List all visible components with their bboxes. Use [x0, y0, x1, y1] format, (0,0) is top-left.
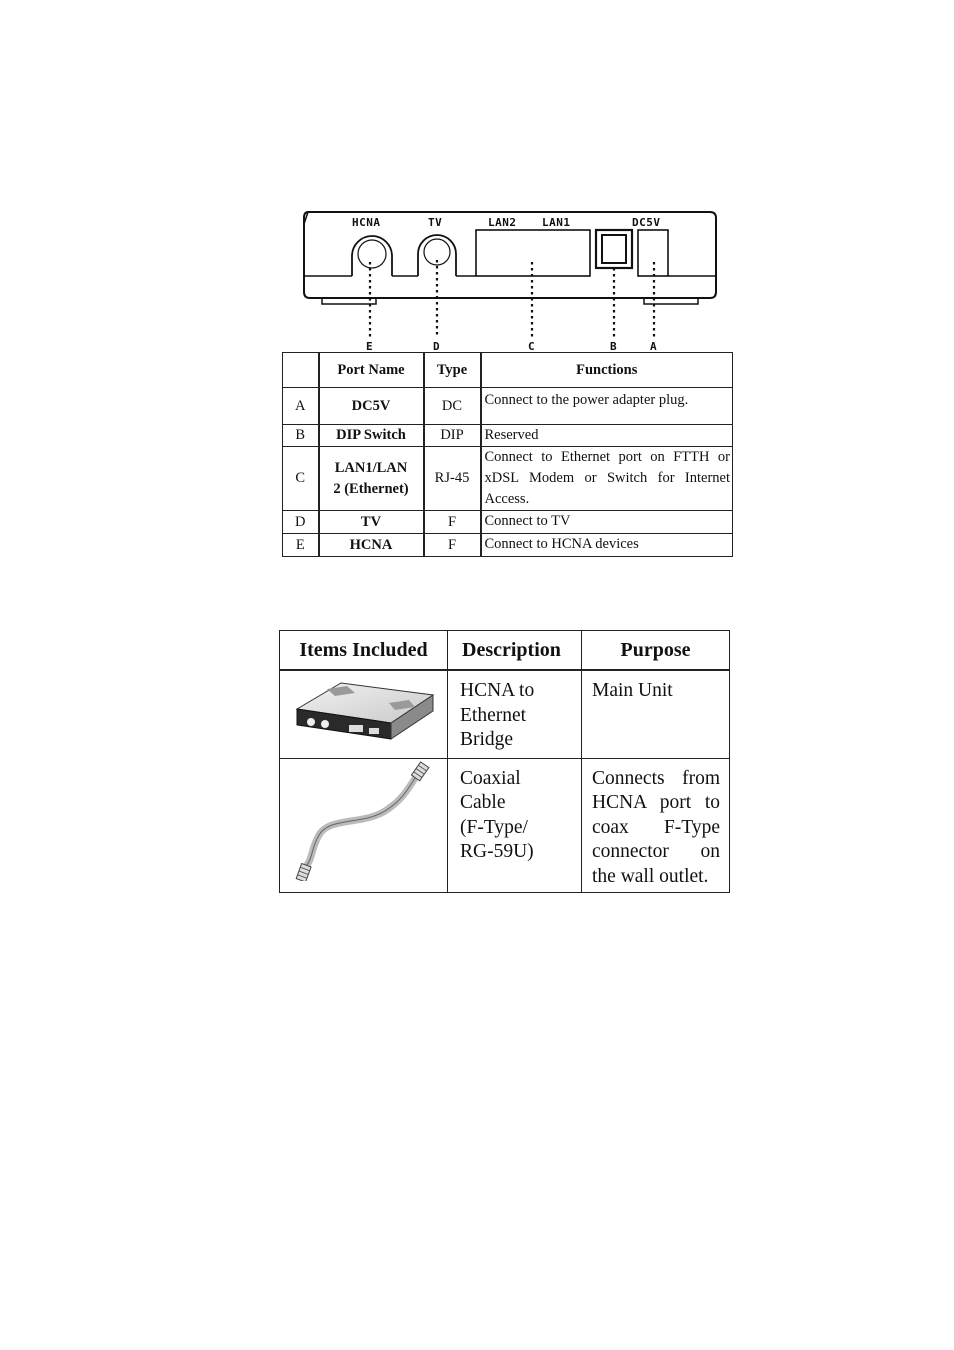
callout-b: B	[610, 340, 618, 353]
label-tv: TV	[428, 216, 443, 229]
hcna-port	[352, 236, 392, 276]
item-description-line: RG-59U)	[460, 841, 534, 862]
item-description-line: Coaxial	[460, 767, 521, 789]
table-row	[283, 388, 733, 425]
item-description: HCNA to Ethernet Bridge	[448, 670, 582, 758]
items-table-header-row	[280, 631, 730, 671]
table-row	[283, 425, 733, 447]
port-type: DC	[424, 388, 481, 425]
port-function: Connect to Ethernet port on FTTH or xDSL Modem or Switch for Internet Access.	[481, 447, 733, 511]
port-name-line-2: 2 (Ethernet)	[333, 480, 409, 497]
row-id: B	[283, 425, 319, 447]
label-lan2: LAN2	[488, 216, 517, 229]
item-purpose: Main Unit	[582, 670, 730, 758]
table-row	[283, 447, 733, 511]
label-dc5v: DC5V	[632, 216, 661, 229]
item-purpose: Connects from HCNA port to coax F-Type connector on the wall outlet.	[582, 758, 730, 892]
port-function: Connect to TV	[481, 511, 733, 534]
item-description-line: (F-Type/	[460, 816, 528, 838]
table-row	[283, 511, 733, 534]
callout-e: E	[366, 340, 374, 353]
port-type: F	[424, 511, 481, 534]
row-id: D	[283, 511, 319, 534]
item-image-cell	[280, 670, 448, 758]
row-id: E	[283, 534, 319, 557]
item-description	[448, 758, 582, 892]
port-table-header-row	[283, 353, 733, 388]
port-type: F	[424, 534, 481, 557]
label-hcna: HCNA	[352, 216, 381, 229]
item-description-line: Cable	[460, 792, 506, 813]
port-description-table	[282, 352, 733, 557]
header-port-name: Port Name	[319, 353, 424, 388]
callout-d: D	[433, 340, 441, 353]
port-name-line-1: LAN1/LAN	[334, 459, 408, 476]
port-name: DC5V	[319, 388, 424, 425]
header-type: Type	[424, 353, 481, 388]
label-lan1: LAN1	[542, 216, 571, 229]
port-type: RJ-45	[424, 447, 481, 511]
callout-a: A	[650, 340, 658, 353]
table-row	[280, 670, 730, 758]
bridge-device-photo	[289, 673, 439, 749]
item-image-cell	[280, 758, 448, 892]
callout-c: C	[528, 340, 536, 353]
header-functions: Functions	[481, 353, 733, 388]
port-name: TV	[319, 511, 424, 534]
package-contents-table	[279, 630, 730, 893]
row-id: A	[283, 388, 319, 425]
tv-port	[418, 235, 456, 276]
coaxial-cable-photo	[289, 761, 439, 881]
port-name	[319, 447, 424, 511]
dip-switch	[596, 230, 632, 268]
header-items-included: Items Included	[280, 631, 448, 671]
port-name: DIP Switch	[319, 425, 424, 447]
port-type: DIP	[424, 425, 481, 447]
header-description: Description	[448, 631, 582, 671]
port-function: Reserved	[481, 425, 733, 447]
device-rear-panel-diagram	[296, 204, 726, 356]
table-row	[283, 534, 733, 557]
port-function: Connect to HCNA devices	[481, 534, 733, 557]
row-id: C	[283, 447, 319, 511]
port-name: HCNA	[319, 534, 424, 557]
header-purpose: Purpose	[582, 631, 730, 671]
port-function: Connect to the power adapter plug.	[481, 388, 733, 425]
table-row	[280, 758, 730, 892]
header-id	[283, 353, 319, 388]
